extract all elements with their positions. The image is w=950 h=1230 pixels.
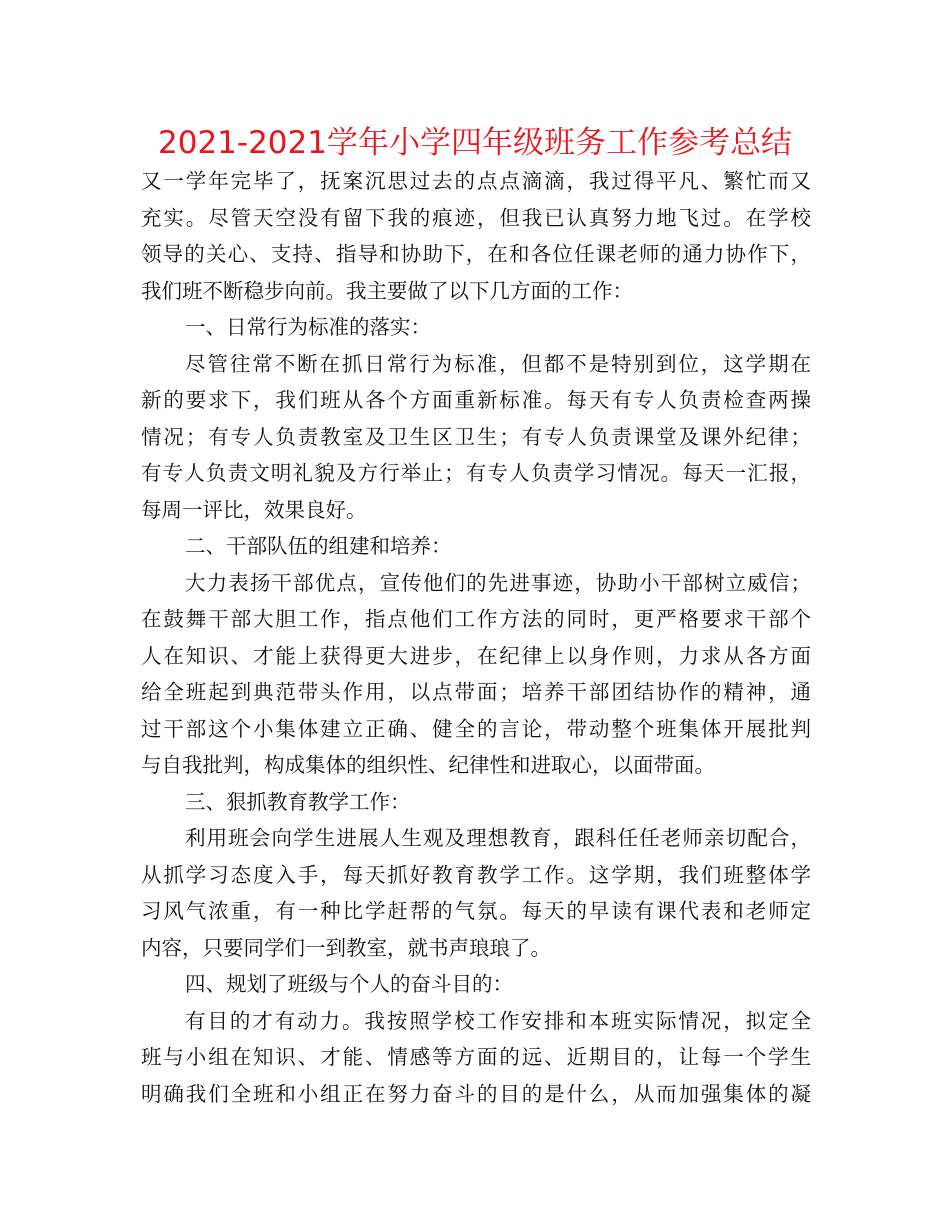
document-body xyxy=(141,163,811,1112)
body-text-line: 三、狠抓教育教学工作： xyxy=(185,789,411,814)
body-text-line: 充实。尽管天空没有留下我的痕迹，但我已认真努力地飞过。在学校 xyxy=(141,205,811,230)
body-text-line: 我们班不断稳步向前。我主要做了以下几方面的工作： xyxy=(141,278,633,303)
body-text-line: 给全班起到典范带头作用，以点带面；培养干部团结协作的精神，通 xyxy=(141,680,811,704)
body-text-line: 大力表扬干部优点，宣传他们的先进事迹，协助小干部树立威信； xyxy=(185,570,811,595)
body-text-line: 四、规划了班级与个人的奋斗目的： xyxy=(185,972,513,996)
body-text-line: 与自我批判，构成集体的组织性、纪律性和进取心，以面带面。 xyxy=(141,753,715,777)
body-text-line: 情况；有专人负责教室及卫生区卫生；有专人负责课堂及课外纪律； xyxy=(141,424,811,449)
body-text-line: 从抓学习态度入手，每天抓好教育教学工作。这学期，我们班整体学 xyxy=(141,862,811,887)
body-text-line: 新的要求下，我们班从各个方面重新标准。每天有专人负责检查两操 xyxy=(141,388,811,412)
body-text-line: 领导的关心、支持、指导和协助下，在和各位任课老师的通力协作下， xyxy=(141,242,811,266)
body-text-line: 明确我们全班和小组正在努力奋斗的目的是什么，从而加强集体的凝 xyxy=(141,1081,811,1106)
body-text-line: 每周一评比，效果良好。 xyxy=(141,497,367,522)
body-text-line: 一、日常行为标准的落实： xyxy=(185,315,431,339)
body-text-line: 尽管往常不断在抓日常行为标准，但都不是特别到位，这学期在 xyxy=(185,351,811,376)
body-text-line: 有目的才有动力。我按照学校工作安排和本班实际情况，拟定全 xyxy=(185,1008,811,1033)
body-text-line: 在鼓舞干部大胆工作，指点他们工作方法的同时，更严格要求干部个 xyxy=(141,607,811,631)
body-text-line: 过干部这个小集体建立正确、健全的言论，带动整个班集体开展批判 xyxy=(141,716,811,741)
document-title: 2021-2021学年小学四年级班务工作参考总结 xyxy=(158,125,792,161)
body-text-line: 班与小组在知识、才能、情感等方面的远、近期目的，让每一个学生 xyxy=(141,1045,811,1069)
body-text-line: 有专人负责文明礼貌及方行举止；有专人负责学习情况。每天一汇报， xyxy=(141,461,811,485)
body-text-line: 二、干部队伍的组建和培养： xyxy=(185,534,452,558)
body-text-line: 又一学年完毕了，抚案沉思过去的点点滴滴，我过得平凡、繁忙而又 xyxy=(141,169,811,193)
body-text-line: 内容，只要同学们一到教室，就书声琅琅了。 xyxy=(141,935,551,960)
body-text-line: 利用班会向学生进展人生观及理想教育，跟科任任老师亲切配合， xyxy=(185,826,811,850)
body-text-line: 习风气浓重，有一种比学赶帮的气氛。每天的早读有课代表和老师定 xyxy=(141,899,811,923)
body-text-line: 人在知识、才能上获得更大进步，在纪律上以身作则，力求从各方面 xyxy=(141,643,811,668)
